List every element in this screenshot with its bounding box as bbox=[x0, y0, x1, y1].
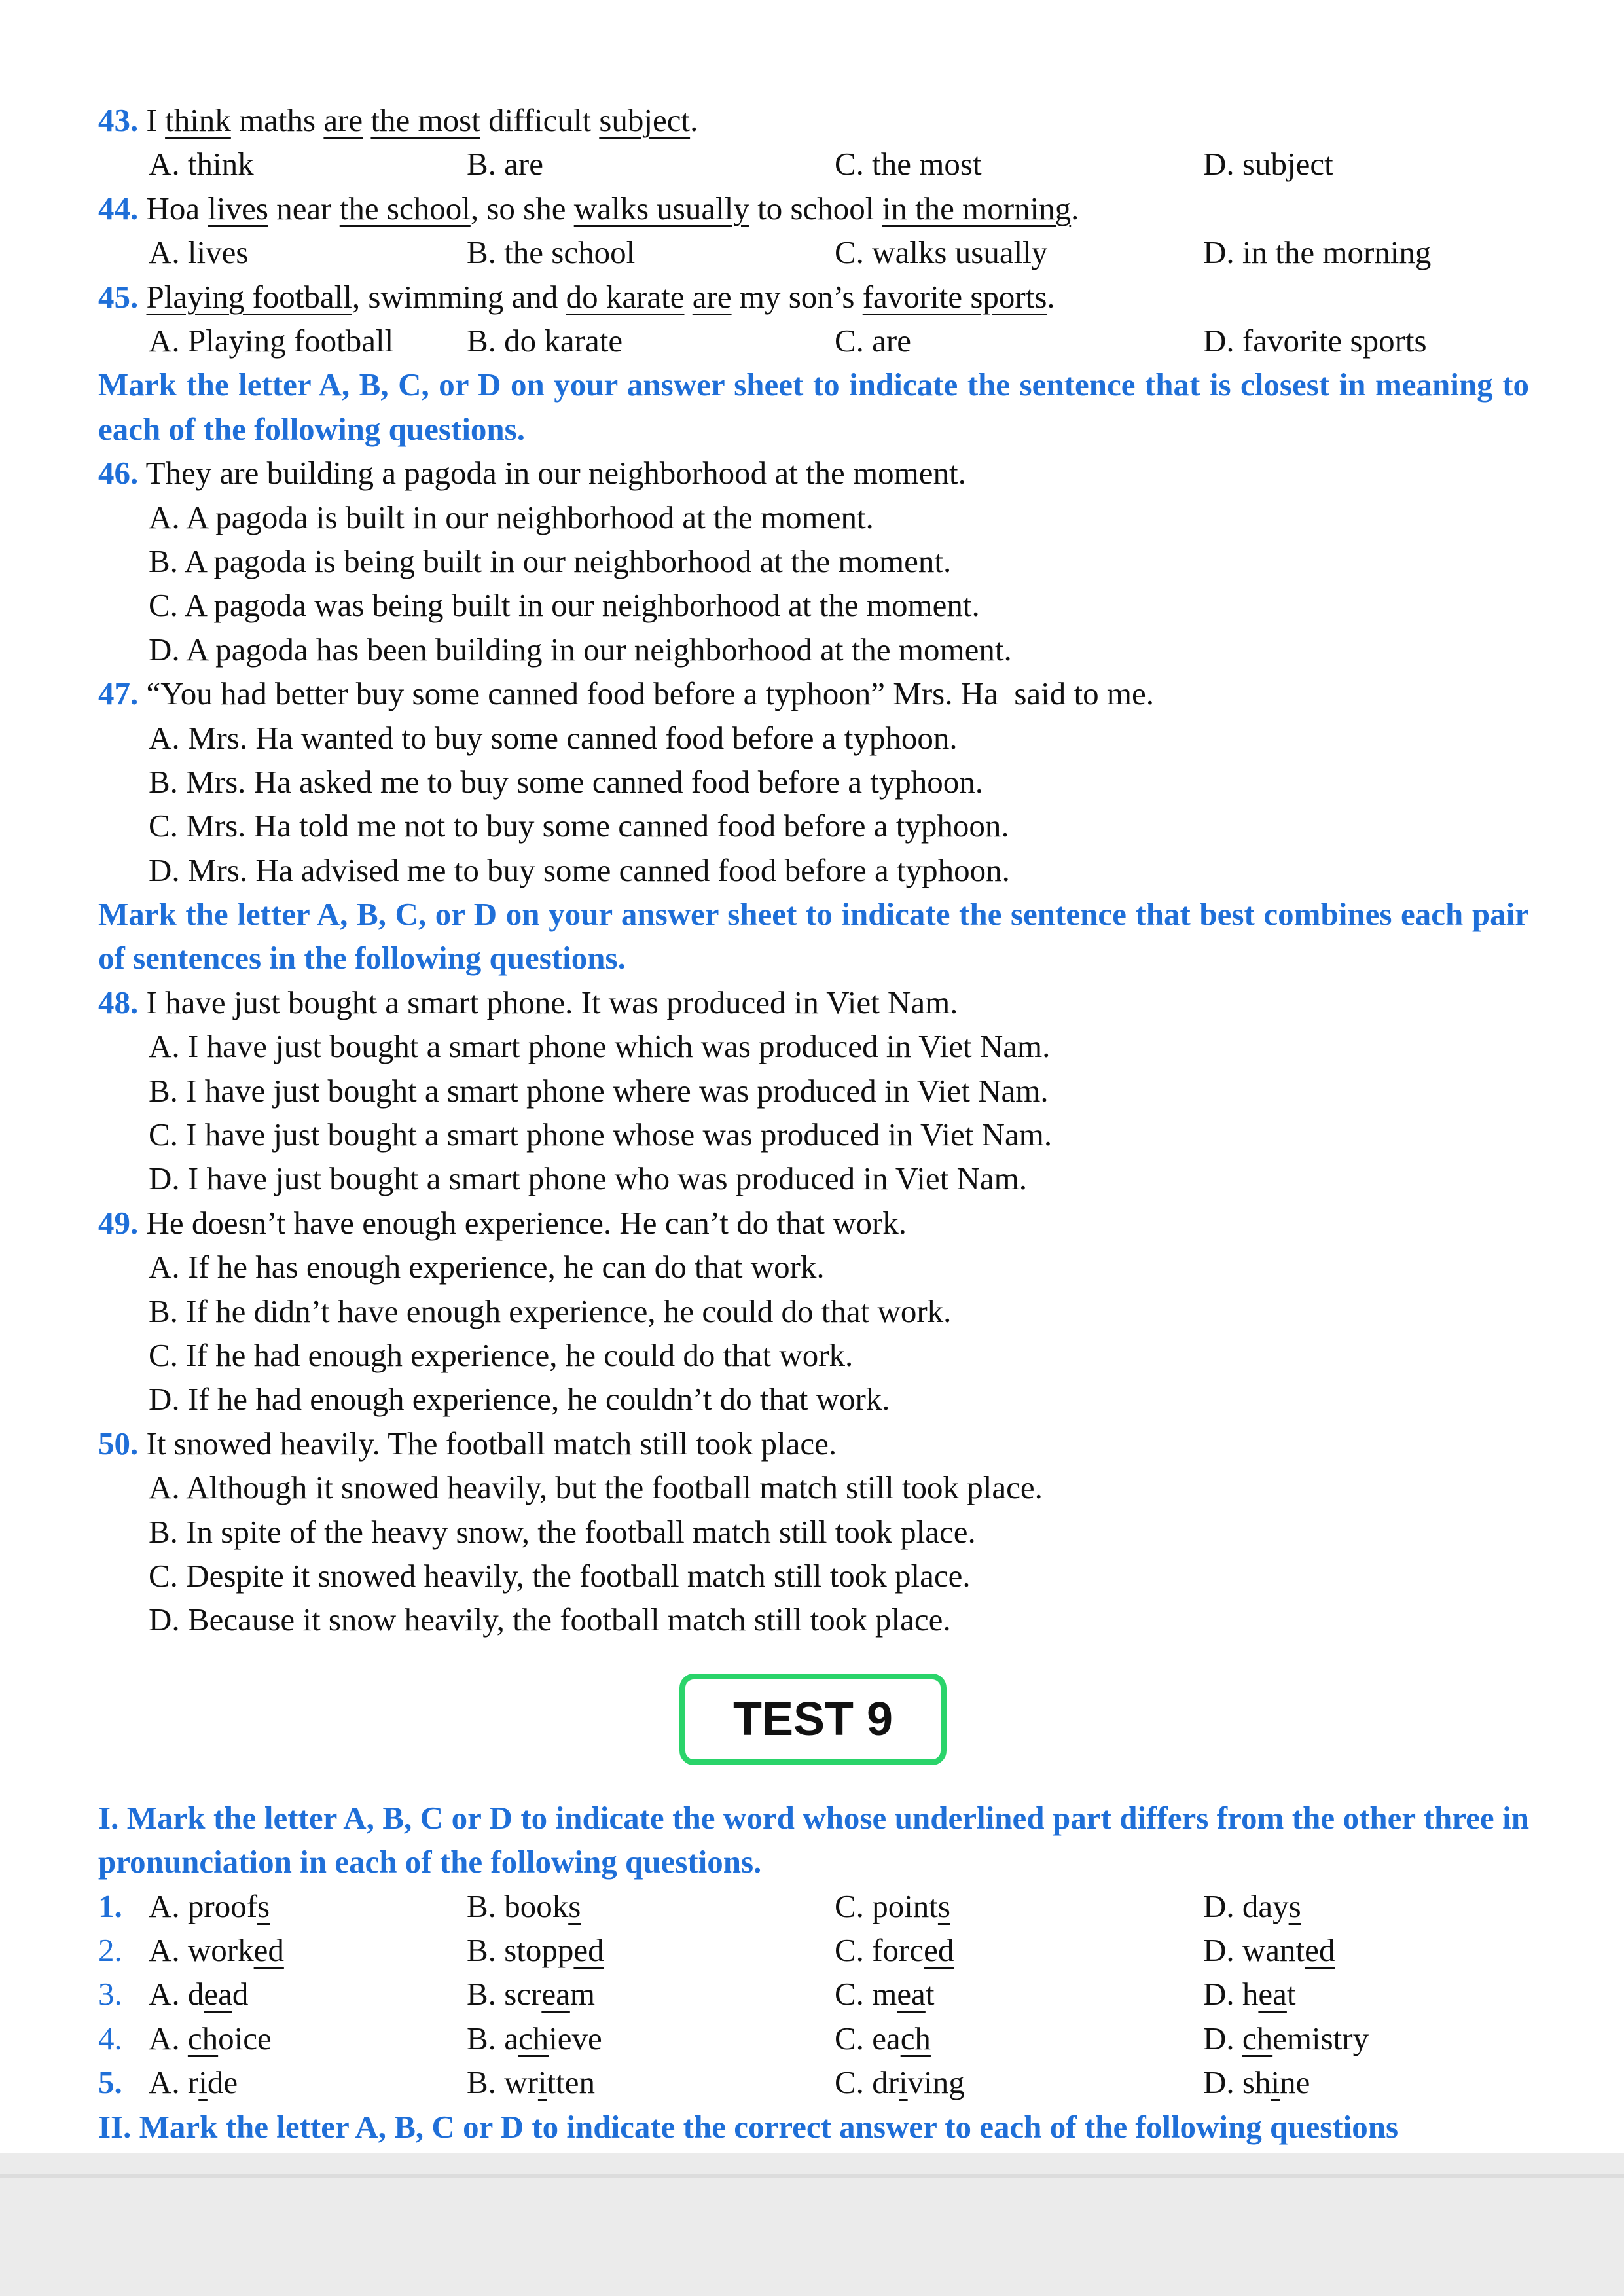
question-text: Playing football, swimming and do karate are my son’s favorite sports. bbox=[146, 278, 1055, 315]
question-text: “You had better buy some canned food before a typhoon” Mrs. Ha said to me. bbox=[146, 675, 1155, 712]
footer-divider bbox=[0, 2174, 1624, 2178]
pronunciation-question-4 bbox=[98, 2017, 1529, 2060]
instruction-combine: Mark the letter A, B, C, or D on your answer sheet to indicate the sentence that best combines each pair of sentences in the following questions. bbox=[98, 896, 1529, 977]
question-number: 45. bbox=[98, 278, 139, 315]
question-43-options bbox=[98, 142, 1529, 186]
question-50 bbox=[98, 1422, 1529, 1465]
option-b: B. Mrs. Ha asked me to buy some canned food before a typhoon. bbox=[149, 763, 984, 800]
question-number: 50. bbox=[98, 1425, 139, 1462]
option-a: A. ride bbox=[149, 2064, 238, 2101]
option-c: C. If he had enough experience, he could do that work. bbox=[149, 1337, 854, 1373]
option-d: D. chemistry bbox=[1203, 2020, 1369, 2056]
option-b: B. books bbox=[467, 1888, 581, 1924]
option-d: D. Because it snow heavily, the football match still took place. bbox=[149, 1602, 951, 1638]
option-d: D. shine bbox=[1203, 2064, 1310, 2101]
option-a: A. I have just bought a smart phone which was produced in Viet Nam. bbox=[149, 1028, 1051, 1065]
option-a: A. choice bbox=[149, 2020, 272, 2056]
question-text: It snowed heavily. The football match still took place. bbox=[146, 1425, 837, 1462]
option-b: B. If he didn’t have enough experience, he could do that work. bbox=[149, 1293, 952, 1329]
instruction-closest-meaning: Mark the letter A, B, C, or D on your answer sheet to indicate the sentence that is closest in meaning to each of the following questions. bbox=[98, 367, 1529, 447]
option-c: C. Despite it snowed heavily, the football match still took place. bbox=[149, 1557, 971, 1594]
option-d: D. I have just bought a smart phone who was produced in Viet Nam. bbox=[149, 1160, 1028, 1197]
question-45-options bbox=[98, 319, 1529, 363]
question-47 bbox=[98, 672, 1529, 715]
question-text: I have just bought a smart phone. It was produced in Viet Nam. bbox=[146, 984, 958, 1020]
question-number: 47. bbox=[98, 675, 139, 712]
test-title: TEST 9 bbox=[732, 1693, 893, 1746]
option-c: C. Mrs. Ha told me not to buy some canned food before a typhoon. bbox=[149, 808, 1009, 844]
option-c: C. are bbox=[835, 322, 911, 359]
option-a: A. lives bbox=[149, 234, 249, 271]
question-49 bbox=[98, 1201, 1529, 1245]
question-number: 4. bbox=[98, 2020, 122, 2056]
option-c: C. driving bbox=[835, 2064, 965, 2101]
question-text: Hoa lives near the school, so she walks usually to school in the morning. bbox=[146, 190, 1079, 226]
option-d: D. days bbox=[1203, 1888, 1301, 1924]
question-44 bbox=[98, 187, 1529, 230]
question-number: 5. bbox=[98, 2064, 122, 2101]
question-number: 1. bbox=[98, 1888, 122, 1924]
option-d: D. subject bbox=[1203, 146, 1333, 183]
option-c: C. points bbox=[835, 1888, 950, 1924]
option-b: B. do karate bbox=[467, 322, 623, 359]
option-b: B. I have just bought a smart phone where was produced in Viet Nam. bbox=[149, 1072, 1049, 1109]
question-text: He doesn’t have enough experience. He can’t do that work. bbox=[146, 1204, 907, 1241]
option-a: A. proofs bbox=[149, 1888, 270, 1924]
question-46 bbox=[98, 451, 1529, 495]
question-number: 46. bbox=[98, 455, 139, 492]
question-number: 43. bbox=[98, 102, 139, 138]
question-number: 49. bbox=[98, 1204, 139, 1241]
section-1-instruction: I. Mark the letter A, B, C or D to indicate the word whose underlined part differs from the other three in pronunciation in each of the following questions. bbox=[98, 1799, 1529, 1880]
option-b: B. scream bbox=[467, 1976, 595, 2013]
option-a: A. think bbox=[149, 146, 254, 183]
option-a: A. Mrs. Ha wanted to buy some canned food before a typhoon. bbox=[149, 719, 958, 756]
option-b: B. are bbox=[467, 146, 543, 183]
question-number: 2. bbox=[98, 1931, 122, 1968]
question-45 bbox=[98, 275, 1529, 319]
option-a: A. Although it snowed heavily, but the football match still took place. bbox=[149, 1469, 1043, 1506]
option-a: A. A pagoda is built in our neighborhood at the moment. bbox=[149, 499, 874, 535]
option-c: C. each bbox=[835, 2020, 931, 2056]
test-heading-area bbox=[98, 1642, 1529, 1796]
question-number: 3. bbox=[98, 1976, 122, 2013]
option-a: A. worked bbox=[149, 1931, 284, 1968]
option-c: C. A pagoda was being built in our neighborhood at the moment. bbox=[149, 587, 980, 624]
option-b: B. achieve bbox=[467, 2020, 602, 2056]
pronunciation-question-1 bbox=[98, 1884, 1529, 1928]
question-44-options bbox=[98, 230, 1529, 274]
pronunciation-question-3 bbox=[98, 1972, 1529, 2016]
option-a: A. dead bbox=[149, 1976, 249, 2013]
pronunciation-question-5 bbox=[98, 2060, 1529, 2104]
option-d: D. If he had enough experience, he couldn’t do that work. bbox=[149, 1381, 890, 1418]
option-d: D. in the morning bbox=[1203, 234, 1432, 271]
page-content bbox=[98, 98, 1529, 2149]
option-b: B. stopped bbox=[467, 1931, 604, 1968]
option-d: D. A pagoda has been building in our neighborhood at the moment. bbox=[149, 631, 1012, 668]
option-d: D. wanted bbox=[1203, 1931, 1335, 1968]
section-2-instruction: II. Mark the letter A, B, C or D to indicate the correct answer to each of the following questions bbox=[98, 2108, 1399, 2145]
option-b: B. In spite of the heavy snow, the football match still took place. bbox=[149, 1513, 976, 1550]
option-c: C. I have just bought a smart phone whose was produced in Viet Nam. bbox=[149, 1117, 1053, 1153]
option-c: C. meat bbox=[835, 1976, 935, 2013]
question-number: 44. bbox=[98, 190, 139, 226]
option-a: A. If he has enough experience, he can do that work. bbox=[149, 1249, 825, 1285]
pronunciation-question-2 bbox=[98, 1928, 1529, 1972]
question-48 bbox=[98, 980, 1529, 1024]
question-43 bbox=[98, 98, 1529, 142]
page-footer-band bbox=[0, 2153, 1624, 2296]
option-d: D. heat bbox=[1203, 1976, 1296, 2013]
option-b: B. written bbox=[467, 2064, 596, 2101]
option-b: B. the school bbox=[467, 234, 636, 271]
question-text: I think maths are the most difficult subject. bbox=[146, 102, 698, 138]
option-b: B. A pagoda is being built in our neighborhood at the moment. bbox=[149, 543, 952, 579]
option-c: C. walks usually bbox=[835, 234, 1048, 271]
option-a: A. Playing football bbox=[149, 322, 394, 359]
test-title-box bbox=[679, 1674, 947, 1765]
option-d: D. favorite sports bbox=[1203, 322, 1427, 359]
option-c: C. the most bbox=[835, 146, 982, 183]
question-text: They are building a pagoda in our neighborhood at the moment. bbox=[145, 455, 966, 492]
question-number: 48. bbox=[98, 984, 139, 1020]
option-c: C. forced bbox=[835, 1931, 954, 1968]
option-d: D. Mrs. Ha advised me to buy some canned food before a typhoon. bbox=[149, 852, 1010, 888]
